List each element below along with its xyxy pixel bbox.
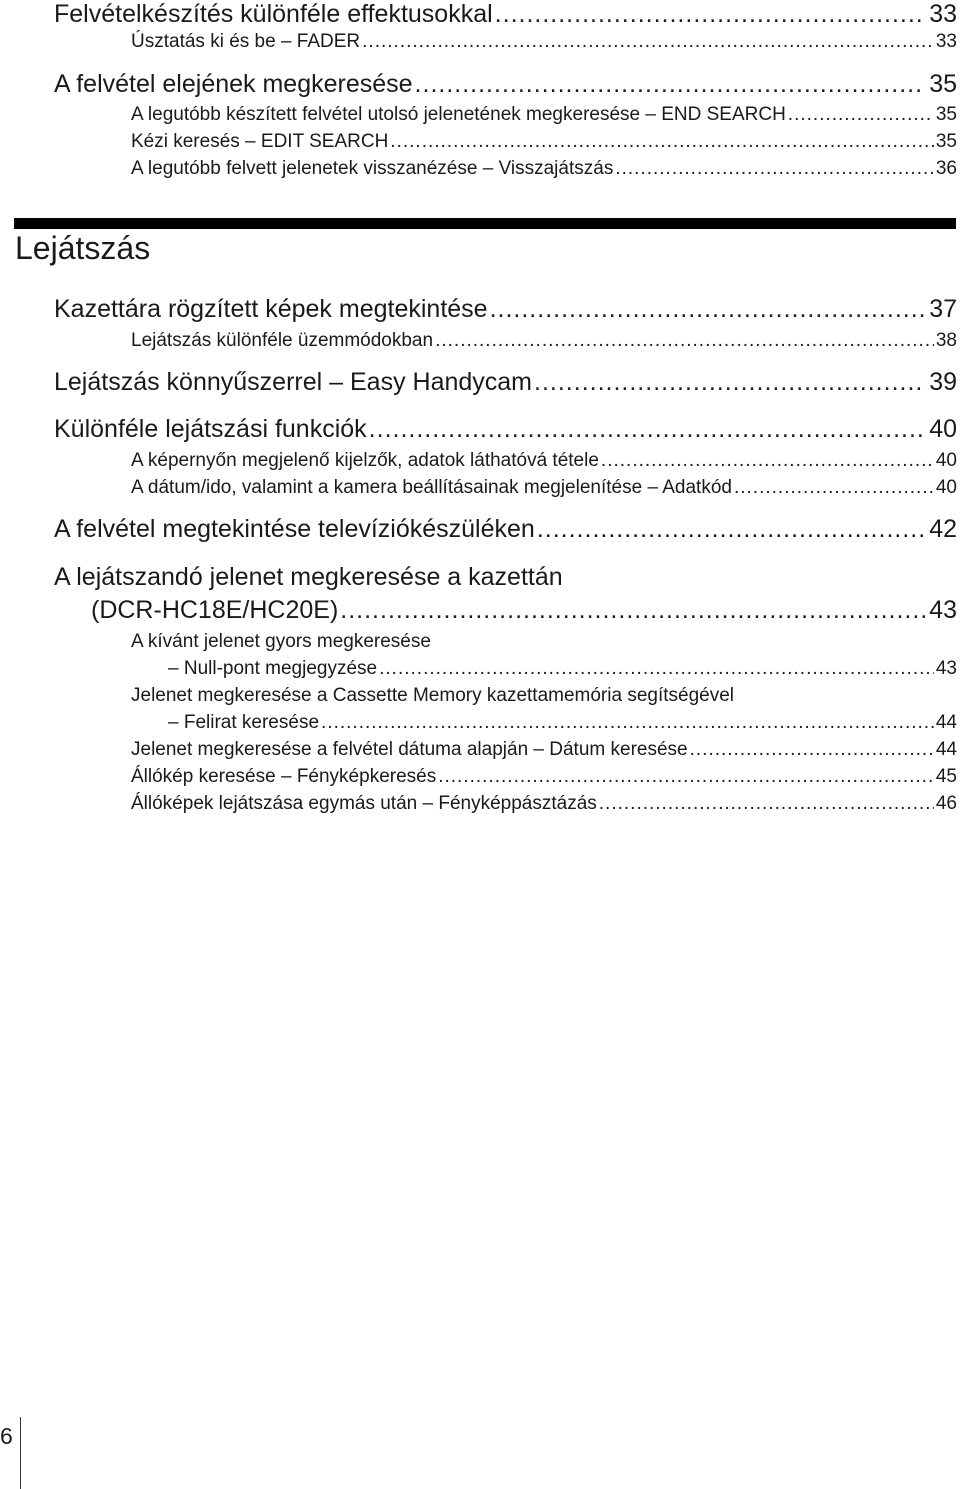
toc-entry-title: A legutóbb készített felvétel utolsó jelenetének megkeresése – END SEARCH: [131, 104, 786, 125]
toc-page-number: 37: [929, 295, 957, 323]
toc-page-number: 40: [935, 450, 957, 471]
toc-subentry[interactable]: [131, 131, 957, 153]
toc-leader-dots: [495, 0, 926, 29]
toc-subentry[interactable]: [131, 766, 957, 788]
toc-page-number: 44: [935, 712, 957, 733]
toc-entry[interactable]: [54, 368, 957, 397]
toc-entry-title: Kézi keresés – EDIT SEARCH: [131, 131, 389, 152]
toc-leader-dots: [415, 70, 926, 99]
toc-entry[interactable]: [54, 70, 957, 99]
toc-entry-title: – Null-pont megjegyzése: [168, 658, 378, 679]
section-divider: [14, 218, 956, 229]
toc-entry-title: Lejátszás különféle üzemmódokban: [131, 330, 434, 351]
toc-subentry[interactable]: [131, 31, 957, 53]
toc-subentry[interactable]: [131, 739, 957, 761]
toc-entry-title: Kazettára rögzített képek megtekintése: [54, 295, 488, 323]
toc-entry[interactable]: [54, 295, 957, 324]
toc-leader-dots: [537, 515, 925, 544]
toc-leader-dots: [390, 131, 934, 153]
toc-page-number: 33: [935, 31, 957, 52]
toc-entry-title: Állókép keresése – Fényképkeresés: [131, 766, 437, 787]
toc-entry-title: Jelenet megkeresése a felvétel dátuma alapján – Dátum keresése: [131, 739, 688, 760]
toc-entry-title: – Felirat keresése: [168, 712, 320, 733]
toc-leader-dots: [362, 31, 934, 53]
toc-subentry[interactable]: [131, 104, 957, 126]
toc-subentry[interactable]: [131, 793, 957, 815]
toc-page-number: 36: [935, 158, 957, 179]
page-number: 6: [0, 1423, 13, 1449]
toc-leader-dots: [379, 658, 934, 680]
toc-entry[interactable]: [54, 515, 957, 544]
toc-entry-title: A dátum/ido, valamint a kamera beállításainak megjelenítése – Adatkód: [131, 477, 732, 498]
toc-page-number: 35: [929, 70, 957, 98]
toc-leader-dots: [490, 295, 926, 324]
toc-leader-dots: [601, 450, 934, 472]
toc-entry-title: Lejátszás könnyűszerrel – Easy Handycam: [54, 368, 533, 396]
toc-page-number: 43: [935, 658, 957, 679]
toc-page-number: 46: [935, 793, 957, 814]
toc-entry-title: A felvétel megtekintése televíziókészüléken: [54, 515, 535, 543]
toc-subentry[interactable]: [131, 158, 957, 180]
toc-page-number: 43: [929, 596, 957, 624]
toc-page-number: 35: [935, 131, 957, 152]
toc-entry-title: Állóképek lejátszása egymás után – Fényképpásztázás: [131, 793, 597, 814]
toc-entry-title-line1[interactable]: A lejátszandó jelenet megkeresése a kazettán: [54, 563, 563, 591]
toc-page-number: 38: [935, 330, 957, 351]
toc-page-number: 33: [929, 0, 957, 28]
toc-entry-title: A legutóbb felvett jelenetek visszanézése – Visszajátszás: [131, 158, 614, 179]
toc-entry-title: (DCR-HC18E/HC20E): [91, 596, 339, 624]
toc-entry[interactable]: [54, 415, 957, 444]
toc-leader-dots: [340, 596, 925, 625]
toc-leader-dots: [534, 368, 925, 397]
toc-subentry-title-line1[interactable]: Jelenet megkeresése a Cassette Memory kazettamemória segítségével: [131, 685, 734, 706]
toc-leader-dots: [734, 477, 934, 499]
toc-leader-dots: [788, 104, 934, 126]
toc-entry-title: A képernyőn megjelenő kijelzők, adatok láthatóvá tétele: [131, 450, 599, 471]
toc-leader-dots: [438, 766, 934, 788]
toc-page-number: 45: [935, 766, 957, 787]
toc-leader-dots: [690, 739, 934, 761]
toc-page-number: 40: [929, 415, 957, 443]
toc-entry-title: Felvételkészítés különféle effektusokkal: [54, 0, 493, 28]
toc-page-number: 44: [935, 739, 957, 760]
toc-entry[interactable]: [54, 0, 957, 29]
toc-subentry[interactable]: [131, 330, 957, 352]
page-margin-rule: [20, 1417, 21, 1489]
toc-page-number: 39: [929, 368, 957, 396]
toc-leader-dots: [615, 158, 934, 180]
toc-leader-dots: [435, 330, 934, 352]
toc-page-number: 35: [935, 104, 957, 125]
toc-entry-title: A felvétel elejének megkeresése: [54, 70, 413, 98]
toc-leader-dots: [321, 712, 934, 734]
toc-entry-title: Különféle lejátszási funkciók: [54, 415, 367, 443]
toc-leader-dots: [369, 415, 926, 444]
toc-entry[interactable]: [91, 596, 957, 625]
toc-subentry[interactable]: [131, 477, 957, 499]
toc-page-number: 42: [929, 515, 957, 543]
toc-page-number: 40: [935, 477, 957, 498]
section-title: Lejátszás: [15, 230, 151, 266]
toc-subentry[interactable]: [168, 712, 957, 734]
toc-entry-title: Úsztatás ki és be – FADER: [131, 31, 361, 52]
toc-subentry[interactable]: [131, 450, 957, 472]
toc-leader-dots: [599, 793, 934, 815]
toc-subentry[interactable]: [168, 658, 957, 680]
toc-subentry-title-line1[interactable]: A kívánt jelenet gyors megkeresése: [131, 631, 431, 652]
